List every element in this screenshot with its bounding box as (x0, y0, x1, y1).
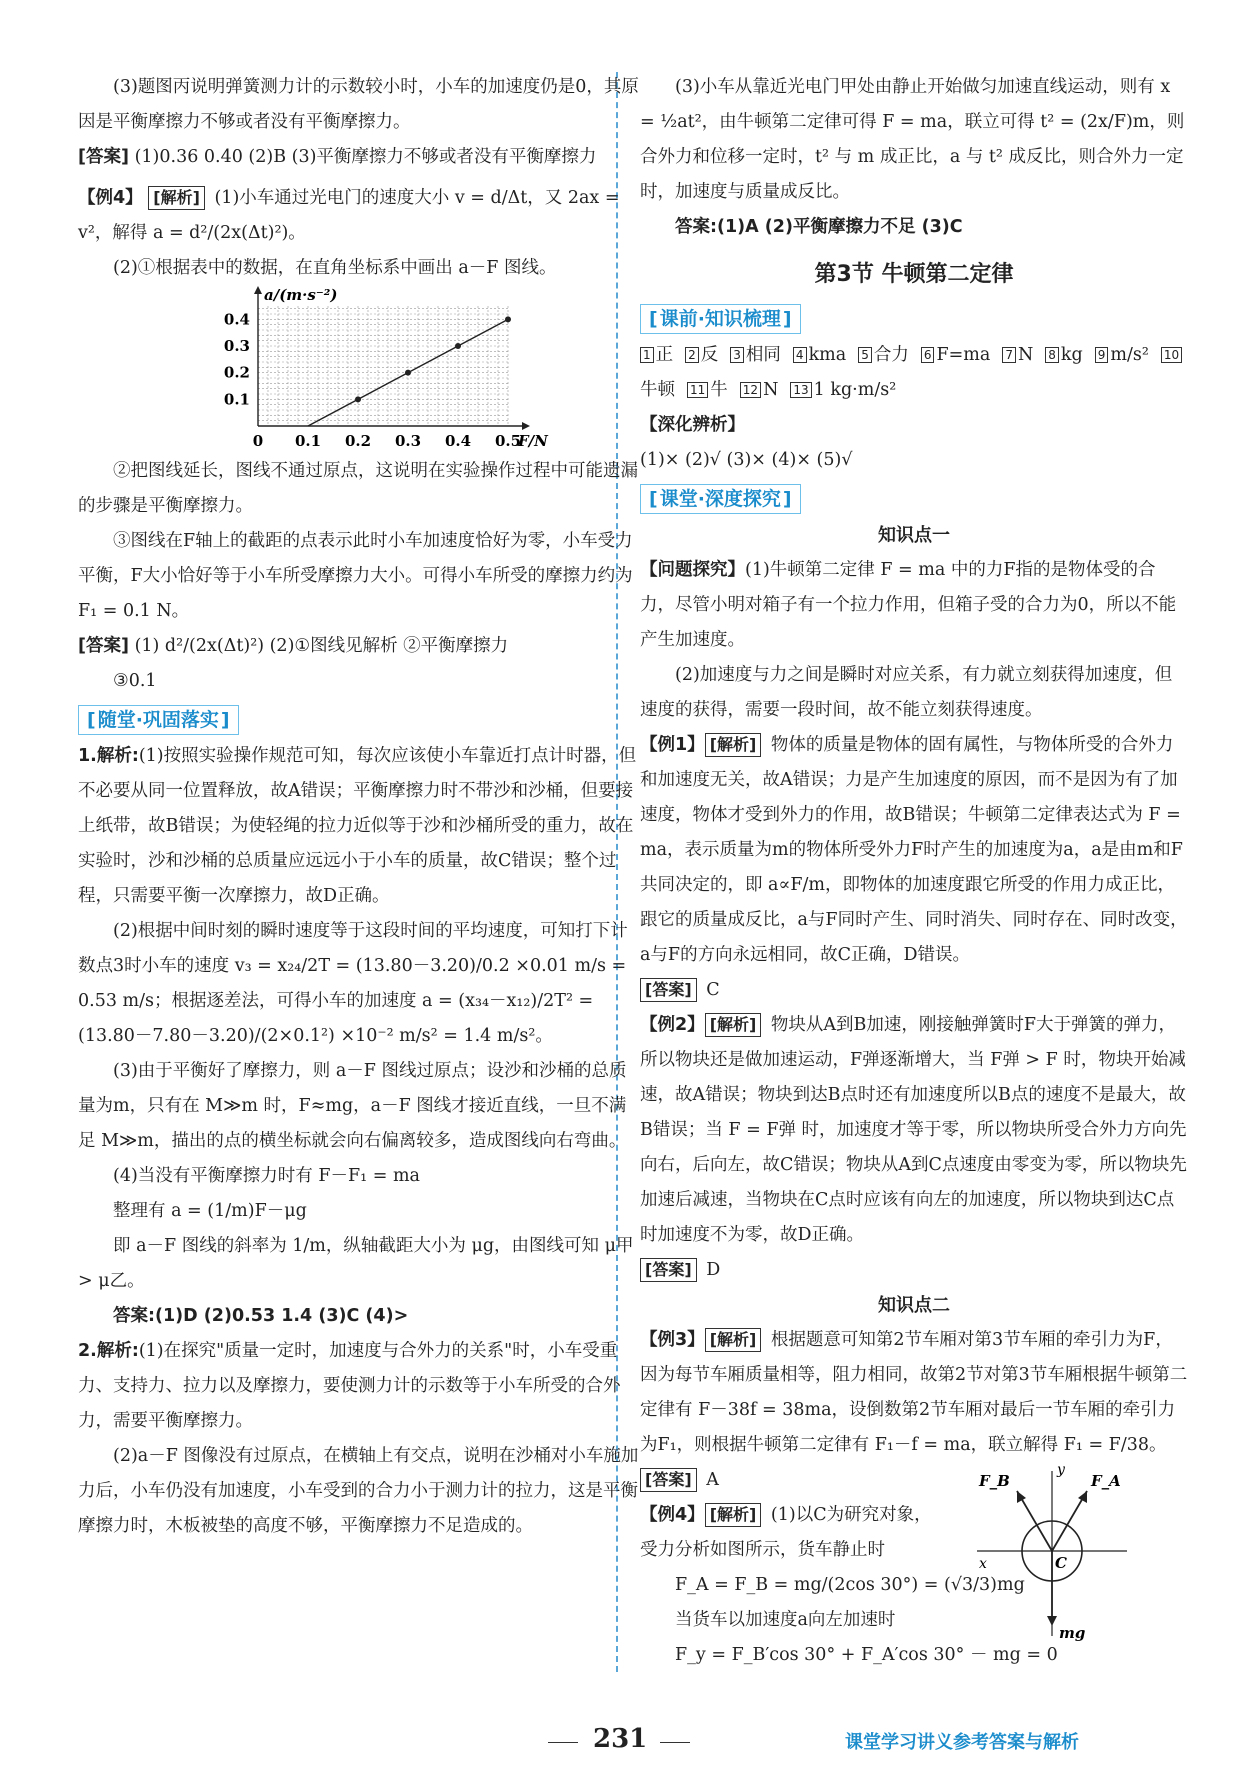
item-number: 9 (1095, 347, 1109, 363)
question-tag: 1.解析: (78, 746, 139, 766)
problem-explore (640, 553, 1188, 658)
label-x: x (979, 1556, 987, 1572)
item-number: 4 (793, 347, 807, 363)
section-band: [ 随堂·巩固落实 ] (78, 705, 239, 735)
item-text: 牛顿 (640, 380, 675, 400)
answer-text: ③0.1 (113, 671, 157, 691)
paragraph: (1)小车通过光电门的速度大小 v = d/Δt，又 2ax = v²，解得 a = d²/(2x(Δt)²)。 (78, 188, 620, 243)
paragraph: ③图线在F轴上的截距的点表示此时小车加速度恰好为零，小车受力平衡，F大小恰好等于小车所受摩擦力大小。可得小车所受的摩擦力约为 F₁ = 0.1 N。 (78, 531, 633, 621)
data-point (405, 370, 411, 376)
knowledge-item (640, 345, 673, 365)
y-axis-arrow (254, 286, 262, 294)
example-1 (640, 728, 1188, 973)
paragraph: 物体的质量是物体的固有属性，与物体所受的合外力和加速度无关，故A错误；力是产生加速度的原因，而不是因为有了加速度，物体才受到外力的作用，故B错误；牛顿第二定律表达式为 F = ma，表示质量为m的物体所受外力F时产生的加速度为a，a是由m和F共同决定的，即 a∝F/m，即物体的加速度跟它所受的作用力成正比，跟它的质量成反比，a与F同时产生、同时消失、同时存在、同时改变，a与F的方向永远相同，故C正确，D错误。 (640, 735, 1188, 965)
item-number: 1 (640, 347, 654, 363)
page-rule (548, 1742, 578, 1743)
question-1 (78, 739, 643, 914)
paragraph: 当货车以加速度a向左加速时 (675, 1610, 896, 1630)
item-number: 5 (858, 347, 872, 363)
paragraph: (1)牛顿第二定律 F = ma 中的力F指的是物体受的合力，尽管小明对箱子有一个拉力作用，但箱子受的合力为0，所以不能产生加速度。 (640, 560, 1177, 650)
item-text: F=ma (936, 345, 991, 365)
paragraph: ②把图线延长，图线不通过原点，这说明在实验操作过程中可能遗漏的步骤是平衡摩擦力。 (78, 461, 638, 516)
knowledge-point-title: 知识点二 (878, 1295, 950, 1316)
example-tag: 【例4】 (78, 188, 143, 208)
paragraph: (2)①根据表中的数据，在直角坐标系中画出 a－F 图线。 (113, 258, 557, 278)
item-number: 11 (687, 382, 708, 398)
question-2 (78, 1334, 643, 1439)
section-band: [ 课前·知识梳理 ] (640, 304, 801, 334)
paragraph: 即 a－F 图线的斜率为 1/m，纵轴截距大小为 μg，由图线可知 μ甲 > μ乙。 (78, 1236, 634, 1291)
arrowhead-fb (1017, 1491, 1026, 1503)
item-text: 相同 (745, 345, 781, 365)
x-axis-arrow (522, 422, 530, 430)
x-tick-label: 0.4 (444, 432, 472, 450)
right-column (640, 70, 1188, 1673)
answer-text: A (706, 1470, 719, 1490)
section-title: 第3节 牛顿第二定律 (814, 262, 1014, 287)
answer-text: C (706, 980, 720, 1000)
item-number: 2 (685, 347, 699, 363)
x-tick-label: 0.1 (294, 432, 322, 450)
x-tick-label: 0.3 (394, 432, 422, 450)
item-text: 1 kg·m/s² (813, 380, 897, 400)
y-tick-label: 0.1 (223, 390, 250, 409)
explore-tag: 【问题探究】 (640, 560, 745, 580)
left-column (78, 70, 643, 1544)
x-axis-label: F/N (518, 432, 548, 450)
knowledge-item (793, 345, 846, 365)
y-tick-label: 0.4 (223, 310, 250, 329)
x-tick-label: 0.2 (344, 432, 372, 450)
deep-analysis-answers: (1)× (2)√ (3)× (4)× (5)√ (640, 450, 853, 470)
answer (640, 973, 1188, 1008)
answer-tag: [答案] (640, 1258, 697, 1282)
knowledge-item (1095, 345, 1149, 365)
item-text: N (763, 380, 779, 400)
section-band: [ 课堂·深度探究 ] (640, 484, 801, 514)
deep-analysis-tag: 【深化辨析】 (640, 415, 745, 435)
data-point (505, 316, 511, 322)
a-f-chart (78, 286, 643, 454)
paragraph: 物块从A到B加速，刚接触弹簧时F大于弹簧的弹力，所以物块还是做加速运动，F弹逐渐增大，当 F弹 > F 时，物块开始减速，故A错误；物块到达B点时还有加速度所以B点的速度不是最大，故B错误；当 F = F弹 时，加速度才等于零，所以物块所受合外力方向先向右，后向左，故C错误；物块从A到C点速度由零变为零，所以物块先加速后减速，当物块在C点时应该有向左的加速度，所以物块到达C点时加速度不为零，故D正确。 (640, 1015, 1187, 1245)
example-tag: 【例1】 (640, 735, 705, 755)
paragraph: (3)题图丙说明弹簧测力计的示数较小时，小车的加速度仍是0，其原因是平衡摩擦力不够或者没有平衡摩擦力。 (78, 77, 639, 132)
page-rule (660, 1742, 690, 1743)
item-number: 10 (1161, 347, 1182, 363)
item-text: 正 (655, 345, 674, 365)
label-fa: F_A (1091, 1472, 1121, 1490)
knowledge-item (687, 380, 728, 400)
answer-tag: [答案] (640, 978, 697, 1002)
item-text: 合力 (873, 345, 909, 365)
item-number: 12 (740, 382, 761, 398)
x-tick-label: 0.5 (494, 432, 522, 450)
label-mg: mg (1059, 1624, 1086, 1642)
analysis-tag: [解析] (148, 186, 205, 210)
label-y: y (1057, 1462, 1065, 1478)
paragraph: (2)a－F 图像没有过原点，在横轴上有交点，说明在沙桶对小车施加力后，小车仍没有加速度，小车受到的合力小于测力计的拉力，这是平衡摩擦力时，木板被垫的高度不够，平衡摩擦力不足造成的。 (78, 1446, 639, 1536)
formula: F_A = F_B = mg/(2cos 30°) = (√3/3)mg (675, 1575, 1025, 1595)
chart-svg (208, 286, 548, 454)
data-point (355, 396, 361, 402)
answer-text: D (706, 1260, 721, 1280)
paragraph: (3)由于平衡好了摩擦力，则 a－F 图线过原点；设沙和沙桶的总质量为m，只有在 M≫m 时，F≈mg，a－F 图线才接近直线，一旦不满足 M≫m，描出的点的横坐标就会向右偏离较多，造成图线向右弯曲。 (78, 1061, 627, 1151)
arrowhead-mg (1047, 1616, 1057, 1626)
analysis-tag: [解析] (705, 1503, 762, 1527)
force-diagram (957, 1456, 1147, 1646)
paragraph: (2)根据中间时刻的瞬时速度等于这段时间的平均速度，可知打下计数点3时小车的速度 v₃ = x₂₄/2T = (13.80－3.20)/0.2 ×0.01 m/s = 0.53 m/s；根据逐差法，可得小车的加速度 a = (x₃₄－x₁₂)/2T² = (13.80－7.80－3.20)/(2×0.1²) ×10⁻² m/s² = 1.4 m/s²。 (78, 921, 628, 1046)
paragraph: (1)在探究"质量一定时，加速度与合外力的关系"时，小车受重力、支持力、拉力以及摩擦力，要使测力计的示数等于小车所受的合外力，需要平衡摩擦力。 (78, 1341, 621, 1431)
answer-text: 答案:(1)A (2)平衡摩擦力不足 (3)C (675, 217, 963, 237)
item-number: 3 (730, 347, 744, 363)
paragraph: (2)加速度与力之间是瞬时对应关系，有力就立刻获得加速度，但速度的获得，需要一段时间，故不能立刻获得速度。 (640, 665, 1173, 720)
answer-text: 答案:(1)D (2)0.53 1.4 (3)C (4)> (113, 1306, 409, 1326)
label-c: C (1055, 1554, 1067, 1572)
example-tag: 【例3】 (640, 1330, 705, 1350)
example-4 (78, 181, 643, 251)
paragraph: (4)当没有平衡摩擦力时有 F－F₁ = ma (113, 1166, 420, 1186)
item-text: kma (808, 345, 847, 365)
example-4 (640, 1498, 940, 1568)
paragraph: (1)以C为研究对象，受力分析如图所示，货车静止时 (640, 1505, 932, 1560)
item-number: 7 (1002, 347, 1016, 363)
example-tag: 【例2】 (640, 1015, 705, 1035)
y-axis-label: a/(m·s⁻²) (264, 286, 338, 304)
data-point (455, 343, 461, 349)
arrowhead-fa (1078, 1491, 1087, 1503)
answer-tag: [答案] (78, 147, 129, 167)
knowledge-item (790, 380, 896, 400)
answer-tag: [答案] (640, 1468, 697, 1492)
item-text: 反 (700, 345, 719, 365)
y-tick-label: 0.3 (223, 337, 250, 355)
item-number: 8 (1045, 347, 1059, 363)
knowledge-item (740, 380, 779, 400)
page-number: 231 (593, 1724, 648, 1754)
knowledge-item (1002, 345, 1033, 365)
answer-text: (1) d²/(2x(Δt)²) (2)①图线见解析 ②平衡摩擦力 (134, 636, 509, 656)
label-fb: F_B (979, 1472, 1010, 1490)
item-text: N (1017, 345, 1034, 365)
item-text: 牛 (710, 380, 728, 400)
knowledge-list (640, 338, 1188, 408)
example-2 (640, 1008, 1188, 1253)
answer-tag: [答案] (78, 636, 129, 656)
example-tag: 【例4】 (640, 1505, 705, 1525)
paragraph: (1)按照实验操作规范可知，每次应该使小车靠近打点计时器，但不必要从同一位置释放，故A错误；平衡摩擦力时不带沙和沙桶，但要接上纸带，故B错误；为使轻绳的拉力近似等于沙和沙桶所受的重力，故在实验时，沙和沙桶的总质量应远远小于小车的质量，故C错误；整个过程，只需要平衡一次摩擦力，故D正确。 (78, 746, 637, 906)
knowledge-item (921, 345, 990, 365)
formula: F_y = F_B′cos 30° + F_A′cos 30° － mg = 0 (675, 1645, 1058, 1665)
item-number: 13 (790, 382, 811, 398)
example-3 (640, 1323, 1188, 1463)
analysis-tag: [解析] (705, 1328, 762, 1352)
item-number: 6 (921, 347, 935, 363)
question-tag: 2.解析: (78, 1341, 139, 1361)
answer (640, 1253, 1188, 1288)
paragraph: 根据题意可知第2节车厢对第3节车厢的牵引力为F，因为每节车厢质量相等，阻力相同，故第2节对第3节车厢根据牛顿第二定律有 F－38f = 38ma，设倒数第2节车厢对最后一节车厢的牵引力为F₁，则根据牛顿第二定律有 F₁－f = ma，联立解得 F₁ = F/38。 (640, 1330, 1188, 1455)
knowledge-item (730, 345, 781, 365)
answer (78, 140, 643, 175)
x-tick-label: 0 (252, 432, 264, 450)
answer (78, 629, 643, 664)
y-tick-label: 0.2 (223, 363, 250, 382)
knowledge-point-title: 知识点一 (878, 525, 950, 546)
paragraph: (3)小车从靠近光电门甲处由静止开始做匀加速直线运动，则有 x = ½at²，由牛顿第二定律可得 F = ma，联立可得 t² = (2x/F)m，则合外力和位移一定时，t² 与 m 成正比，a 与 t² 成反比，则合外力一定时，加速度与质量成反比。 (640, 77, 1185, 202)
analysis-tag: [解析] (705, 733, 762, 757)
answer-text: (1)0.36 0.40 (2)B (3)平衡摩擦力不够或者没有平衡摩擦力 (134, 147, 597, 167)
knowledge-item (1045, 345, 1082, 365)
knowledge-item (858, 345, 909, 365)
paragraph: 整理有 a = (1/m)F－μg (113, 1201, 307, 1221)
knowledge-item (685, 345, 718, 365)
analysis-tag: [解析] (705, 1013, 762, 1037)
footer-text: 课堂学习讲义参考答案与解析 (845, 1732, 1079, 1753)
item-text: m/s² (1110, 345, 1149, 365)
item-text: kg (1060, 345, 1083, 365)
